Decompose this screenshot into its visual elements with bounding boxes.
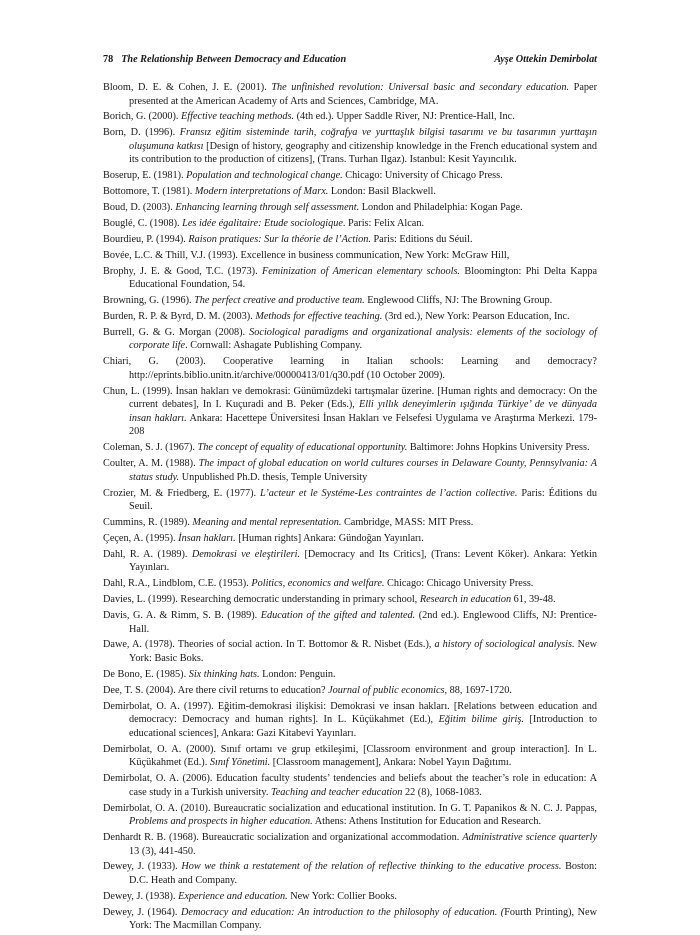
reference-text: Cummins, R. (1989). — [103, 517, 193, 529]
reference-text: New York: Basic Boks. — [129, 639, 597, 665]
reference-text: Chun, L. (1999). İnsan hakları ve demokrasi: Günümüzdeki tartışmalar üzerine. [Human rights and democracy: On the current debates], In I. Kuçuradi and B. Peker (Eds.), — [103, 385, 597, 411]
reference-text: [Democracy and Its Critics], (Trans: Levent Köker). Ankara: Yetkin Yayınları. — [129, 548, 598, 574]
header-left — [103, 54, 346, 65]
reference-entry — [103, 81, 597, 108]
reference-text: London: Basil Blackwell. — [328, 186, 436, 198]
reference-title: Democracy and education: An introduction to the philosophy of education. ( — [181, 906, 505, 918]
page-number: 78 — [103, 54, 114, 65]
reference-entry — [103, 385, 597, 439]
reference-title: a history of sociological analysis. — [434, 639, 575, 651]
reference-title: Sociological paradigms and organizational analysis: elements of the sociology of corporate life — [129, 326, 597, 352]
reference-entry — [103, 457, 597, 484]
reference-entry — [103, 169, 597, 183]
reference-text: Chiari, G. (2003). Cooperative learning in Italian schools: Learning and democracy? http://eprints.biblio.unitn.it/archive/00000413/01/q30.pdf (10 October 2009). — [103, 356, 597, 381]
reference-text: Dee, T. S. (2004). Are there civil returns to education? — [103, 684, 329, 696]
reference-text: Englewood Cliffs, NJ: The Browning Group. — [364, 295, 553, 307]
reference-entry — [103, 772, 597, 799]
reference-text: Coulter, A. M. (1988). — [103, 458, 199, 470]
reference-text: London and Philadelphia: Kogan Page. — [359, 202, 523, 214]
reference-text: Burrell, G. & G. Morgan (2008). — [103, 326, 250, 338]
reference-text: [Introduction to educational sciences], Ankara: Gazi Kitabevi Yayınları. — [129, 714, 597, 739]
reference-text: Paris: Éditions du Seuil. — [129, 487, 597, 513]
reference-title: Raison pratiques: Sur la théorie de l’Action. — [188, 233, 371, 245]
reference-entry — [103, 294, 597, 308]
reference-title: The perfect creative and productive team. — [194, 295, 365, 307]
reference-entry — [103, 802, 597, 829]
reference-entry — [103, 890, 597, 904]
reference-title: Politics, economics and welfare. — [251, 578, 385, 590]
reference-text: Boserup, E. (1981). — [103, 170, 187, 182]
reference-title: The impact of global education on world cultures courses in Delaware County, Pennsylvania: A status study. — [129, 458, 597, 483]
reference-entry — [103, 355, 597, 382]
reference-title: The unfinished revolution: Universal basic and secondary education. — [271, 82, 570, 93]
reference-title: Administrative science quarterly — [462, 832, 598, 843]
reference-text: Fourth Printing), New York: The Macmillan Company. — [129, 906, 598, 932]
reference-text: Davies, L. (1999). Researching democratic understanding in primary school, — [103, 594, 420, 606]
reference-text: Bovée, L.C. & Thill, V.J. (1993). Excellence in business communication, New York: McGraw Hill, — [103, 249, 510, 261]
reference-entry — [103, 532, 597, 546]
reference-entry — [103, 110, 597, 124]
reference-entry — [103, 638, 597, 665]
reference-title: How we think a restatement of the relation of reflective thinking to the educative process. — [181, 861, 562, 873]
reference-title: Modern interpretations of Marx. — [194, 186, 329, 198]
reference-text: Demirbolat, O. A. (1997). Eğitim-demokrasi ilişkisi: Demokrasi ve insan hakları. [Relations between education and democracy: Democracy and human rights]. In L. Küçükahmet (Ed.), — [103, 700, 597, 726]
reference-entry — [103, 860, 597, 887]
reference-text: Browning, G. (1996). — [103, 295, 195, 307]
reference-text: Athens: Athens Institution for Education and Research. — [312, 816, 542, 828]
reference-text: Dawe, A. (1978). Theories of social action. In T. Bottomor & R. Nisbet (Eds.), — [103, 639, 435, 651]
reference-text: Unpublished Ph.D. thesis, Temple University — [179, 471, 368, 483]
reference-text: Cambridge, MASS: MIT Press. — [341, 517, 474, 529]
reference-title: Six thinking hats. — [188, 668, 260, 680]
running-header — [103, 54, 597, 65]
reference-title: Problems and prospects in higher education. — [129, 816, 313, 828]
reference-text: Demirbolat, O. A. (2000). Sınıf ortamı ve grup etkileşimi, [Classroom environment and group interaction]. In L. Küçükahmet (Ed.). — [103, 743, 597, 769]
reference-text: Paper presented at the American Academy of Arts and Sciences, Cambridge, MA. — [129, 82, 597, 107]
reference-title: Sınıf Yönetimi. — [209, 757, 271, 769]
reference-title: Demokrasi ve eleştirileri. — [191, 548, 301, 560]
reference-text: Demirbolat, O. A. (2010). Bureaucratic socialization and educational institution. In G. T. Papanikos & N. C. J. Pappas, — [103, 802, 597, 814]
reference-title: Feminization of American elementary schools. — [262, 265, 460, 277]
reference-text: Ankara: Hacettepe Üniversitesi İnsan Hakları ve Felsefesi Uygulama ve Araştırma Merkezi. 179-208 — [129, 412, 597, 438]
reference-entry — [103, 743, 597, 770]
reference-title: İnsan hakları. — [178, 532, 236, 544]
reference-text: . Paris: Felix Alcan. — [342, 217, 425, 229]
reference-entry — [103, 609, 597, 636]
reference-entry — [103, 684, 597, 698]
reference-text: 88, 1697-1720. — [447, 684, 512, 696]
reference-text: (2nd ed.). Englewood Cliffs, NJ: Prentice-Hall. — [129, 610, 597, 635]
reference-title: Eğitim bilime giriş. — [438, 714, 524, 726]
running-title: The Relationship Between Democracy and Education — [121, 54, 347, 65]
reference-text: Çeçen, A. (1995). — [103, 532, 179, 544]
reference-text: Boston: D.C. Heath and Company. — [129, 861, 597, 886]
reference-entry — [103, 668, 597, 682]
reference-text: Dahl, R.A., Lindblom, C.E. (1953). — [103, 578, 252, 590]
reference-text: Burden, R. P. & Byrd, D. M. (2003). — [103, 310, 256, 322]
reference-text: Bloomington: Phi Delta Kappa Educational Foundation, 54. — [129, 265, 597, 291]
reference-text: Bottomore, T. (1981). — [103, 186, 195, 198]
reference-text: Baltimore: Johns Hopkins University Press. — [407, 442, 590, 454]
reference-title: The concept of equality of educational opportunity. — [197, 442, 408, 454]
reference-title: Meaning and mental representation. — [192, 517, 342, 529]
reference-text: Crozier, M. & Friedberg, E. (1977). — [103, 487, 261, 499]
reference-title: Effective teaching methods. — [181, 111, 295, 123]
reference-entry — [103, 233, 597, 247]
reference-entry — [103, 326, 597, 353]
reference-text: Coleman, S. J. (1967). — [103, 442, 198, 454]
reference-entry — [103, 548, 597, 575]
reference-entry — [103, 700, 597, 741]
reference-title: Experience and education. — [178, 890, 288, 902]
reference-entry — [103, 185, 597, 199]
reference-entry — [103, 126, 597, 167]
reference-text: Borich, G. (2000). — [103, 111, 182, 123]
reference-title: Elli yıllık deneyimlerin ışığında Türkiye’ de ve dünyada insan hakları. — [129, 399, 597, 424]
reference-text: Chicago: University of Chicago Press. — [342, 170, 503, 182]
reference-entry — [103, 516, 597, 530]
reference-text: Bourdieu, P. (1994). — [103, 233, 189, 245]
reference-title: Education of the gifted and talented. — [260, 610, 416, 622]
reference-entry — [103, 249, 597, 263]
reference-text: New York: Collier Books. — [287, 890, 397, 902]
reference-text: [Classroom management], Ankara: Nobel Yayın Dağıtımı. — [270, 757, 512, 769]
reference-text: De Bono, E. (1985). — [103, 668, 189, 680]
reference-text: . Cornwall: Ashagate Publishing Company. — [185, 340, 363, 352]
reference-title: Methods for effective teaching. — [255, 310, 383, 322]
reference-text: London: Penguin. — [259, 668, 336, 680]
reference-title: Journal of public economics, — [328, 684, 448, 696]
reference-entry — [103, 217, 597, 231]
reference-title: Les idée égalitaire: Etude sociologique — [182, 217, 343, 229]
reference-text: 22 (8), 1068-1083. — [402, 786, 482, 798]
reference-text: Paris: Editions du Séuil. — [370, 233, 473, 245]
reference-text: Brophy, J. E. & Good, T.C. (1973). — [103, 265, 262, 277]
reference-entry — [103, 831, 597, 858]
reference-title: L’acteur et le Systéme-Les contraintes de l’action collective. — [260, 487, 518, 499]
reference-text: Born, D. (1996). — [103, 127, 180, 139]
reference-text: Boud, D. (2003). — [103, 202, 176, 214]
reference-entry — [103, 201, 597, 215]
reference-text: Dahl, R. A. (1989). — [103, 548, 192, 560]
reference-list — [103, 81, 597, 935]
reference-title: Teaching and teacher education — [270, 786, 403, 798]
reference-text: Dewey, J. (1938). — [103, 890, 179, 902]
reference-text: 13 (3), 441-450. — [129, 845, 196, 857]
reference-entry — [103, 310, 597, 324]
reference-text: Dewey, J. (1964). — [103, 906, 181, 918]
reference-entry — [103, 265, 597, 292]
reference-entry — [103, 593, 597, 607]
reference-title: Population and technological change. — [186, 170, 343, 182]
reference-entry — [103, 441, 597, 455]
reference-text: Chicago: Chicago University Press. — [384, 578, 534, 590]
reference-entry — [103, 577, 597, 591]
reference-title: Enhancing learning through self assessment. — [175, 202, 360, 214]
reference-text: Davis, G. A. & Rimm, S. B. (1989). — [103, 610, 261, 622]
reference-text: Bouglé, C. (1908). — [103, 217, 183, 229]
reference-entry — [103, 906, 597, 933]
reference-text: Demirbolat, O. A. (2006). Education faculty students’ tendencies and beliefs about the teacher’s role in education: A case study in a Turkish university. — [103, 773, 597, 798]
reference-text: 61, 39-48. — [511, 594, 556, 606]
reference-text: [Design of history, geography and citizenship knowledge in the French educational system and its contribution to the production of citizens], (Trans. Turhan Ilgaz). Istanbul: Kesit Yayıncılık. — [129, 140, 597, 166]
reference-entry — [103, 487, 597, 514]
reference-text: [Human rights] Ankara: Gündoğan Yayınları. — [235, 532, 424, 544]
reference-text: (4th ed.). Upper Saddle River, NJ: Prentice-Hall, Inc. — [294, 111, 515, 123]
running-author: Ayşe Ottekin Demirbolat — [494, 54, 597, 65]
reference-text: Bloom, D. E. & Cohen, J. E. (2001). — [103, 82, 272, 93]
reference-title: Research in education — [419, 594, 512, 606]
reference-text: Denhardt R. B. (1968). Bureaucratic socialization and organizational accommodation. — [103, 832, 463, 843]
reference-title: Fransız eğitim sisteminde tarih, coğrafya ve yurttaşlık bilgisi tasarımı ve bu tasarımın yurttaşın oluşumuna katkısı — [129, 127, 597, 152]
reference-text: (3rd ed.), New York: Pearson Education, Inc. — [382, 310, 570, 322]
reference-text: Dewey, J. (1933). — [103, 861, 182, 873]
